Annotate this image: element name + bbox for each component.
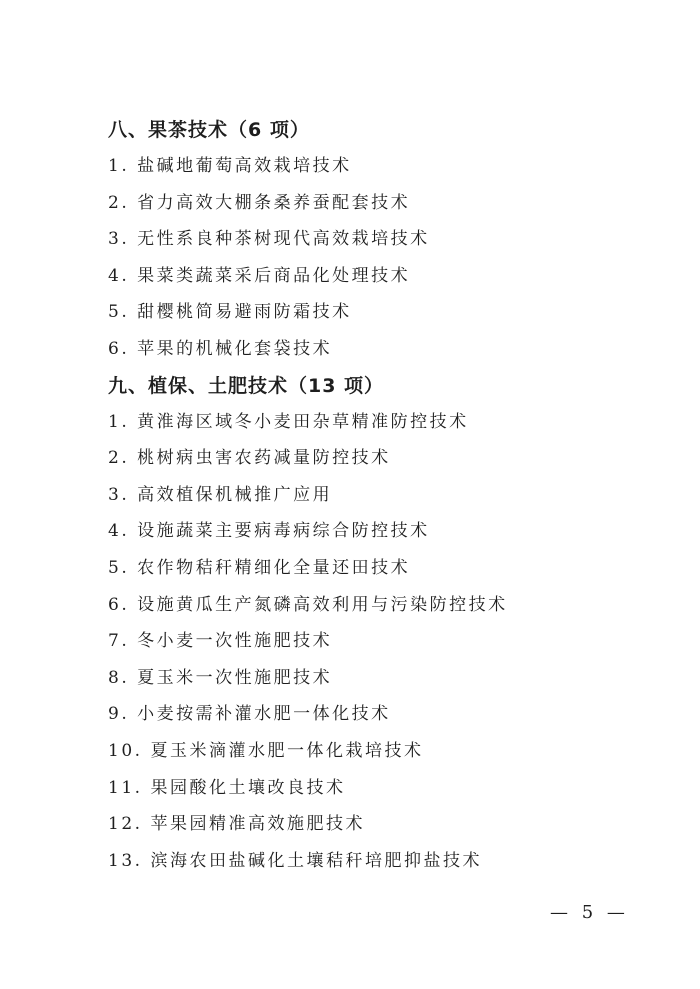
list-item: 12. 苹果园精准高效施肥技术 <box>108 814 365 835</box>
document-body <box>108 112 668 879</box>
list-item: 2. 省力高效大棚条桑养蚕配套技术 <box>108 192 411 213</box>
list-item: 1. 黄淮海区域冬小麦田杂草精准防控技术 <box>108 411 469 432</box>
list-item: 8. 夏玉米一次性施肥技术 <box>108 667 333 688</box>
list-item: 13. 滨海农田盐碱化土壤秸秆培肥抑盐技术 <box>108 850 482 871</box>
list-item: 5. 农作物秸秆精细化全量还田技术 <box>108 557 411 578</box>
list-item: 4. 设施蔬菜主要病毒病综合防控技术 <box>108 521 430 542</box>
list-item: 3. 无性系良种茶树现代高效栽培技术 <box>108 229 430 250</box>
list-item: 6. 设施黄瓜生产氮磷高效利用与污染防控技术 <box>108 594 508 615</box>
section-plant-protection-soil <box>108 368 668 880</box>
list-item: 3. 高效植保机械推广应用 <box>108 484 333 505</box>
list-item: 5. 甜樱桃简易避雨防霜技术 <box>108 302 352 323</box>
list-item: 2. 桃树病虫害农药减量防控技术 <box>108 448 391 469</box>
section-fruit-tea <box>108 112 668 368</box>
list-item: 4. 果菜类蔬菜采后商品化处理技术 <box>108 265 411 286</box>
list-item: 6. 苹果的机械化套袋技术 <box>108 338 333 359</box>
list-item: 7. 冬小麦一次性施肥技术 <box>108 631 333 652</box>
section-heading: 八、果茶技术（6 项） <box>108 119 310 141</box>
list-item: 9. 小麦按需补灌水肥一体化技术 <box>108 704 391 725</box>
page-number: — 5 — <box>550 902 629 923</box>
list-item: 1. 盐碱地葡萄高效栽培技术 <box>108 156 352 176</box>
list-item: 10. 夏玉米滴灌水肥一体化栽培技术 <box>108 740 424 761</box>
list-item: 11. 果园酸化土壤改良技术 <box>108 777 346 798</box>
section-heading: 九、植保、土肥技术（13 项） <box>108 374 385 397</box>
